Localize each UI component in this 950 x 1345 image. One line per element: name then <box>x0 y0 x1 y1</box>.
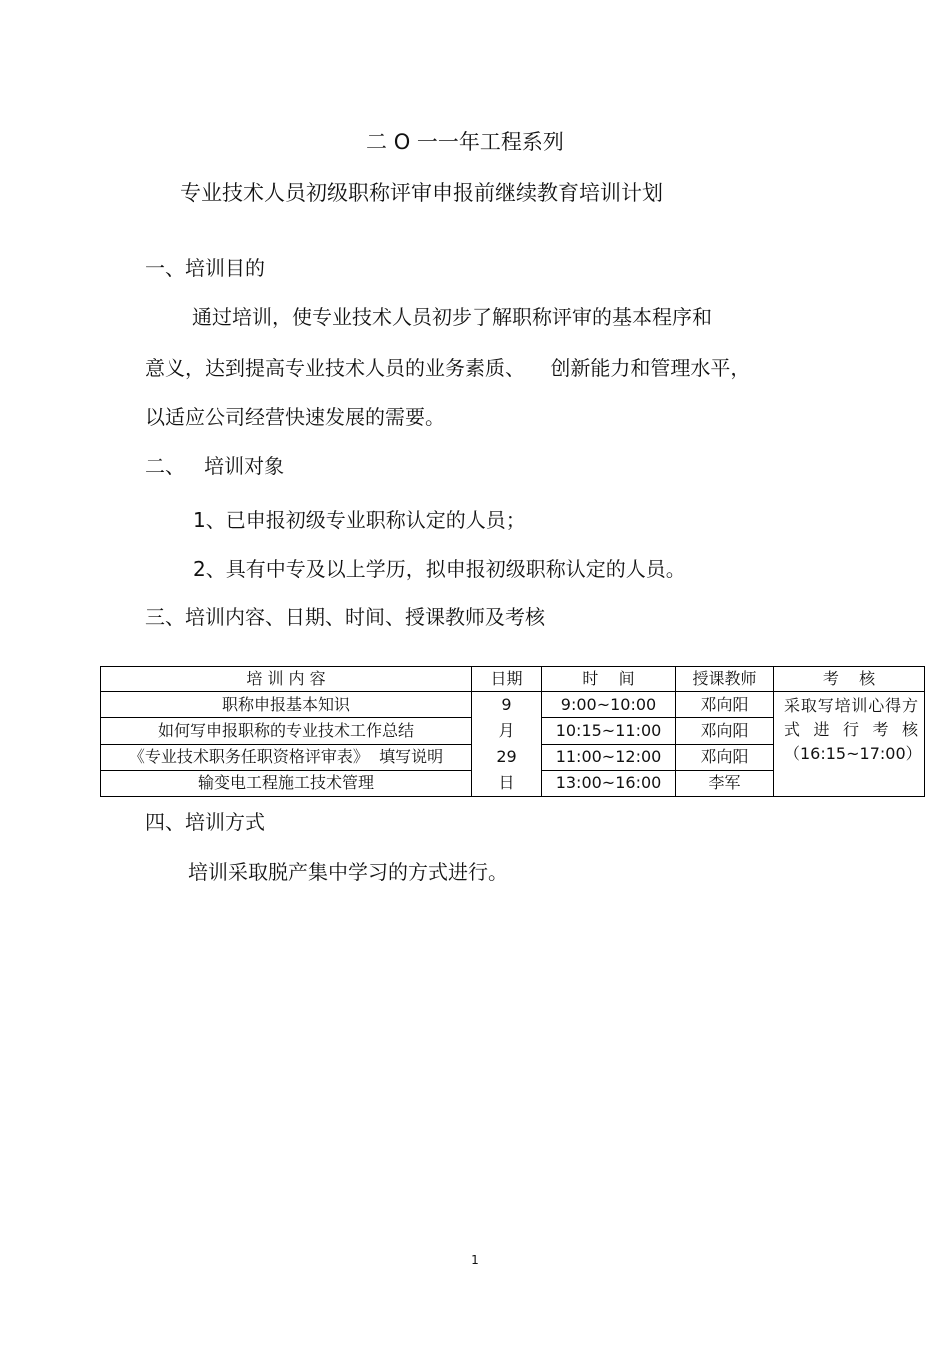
page-number: 1 <box>471 1253 479 1267</box>
header-teacher: 授课教师 <box>676 667 774 692</box>
document-title: 二 O 一一年工程系列 <box>366 130 564 154</box>
date-part: 29 <box>496 747 517 766</box>
row-time: 13:00~16:00 <box>542 770 676 796</box>
document-subtitle: 专业技术人员初级职称评审申报前继续教育培训计划 <box>180 181 663 205</box>
section-heading-purpose: 一、培训目的 <box>145 256 265 280</box>
paragraph-line: 通过培训，使专业技术人员初步了解职称评审的基本程序和 <box>192 305 712 329</box>
header-time: 时 间 <box>542 667 676 692</box>
row-content: 《专业技术职务任职资格评审表》 填写说明 <box>101 744 472 770</box>
row-content: 如何写申报职称的专业技术工作总结 <box>101 718 472 744</box>
row-teacher: 邓向阳 <box>676 744 774 770</box>
exam-cell <box>774 692 925 797</box>
row-time: 9:00~10:00 <box>542 692 676 718</box>
row-time: 11:00~12:00 <box>542 744 676 770</box>
exam-text: 采取写培训心得方式进行考核 <box>784 696 918 739</box>
exam-time: （16:15~17:00） <box>784 744 922 763</box>
row-content: 输变电工程施工技术管理 <box>101 770 472 796</box>
section-heading-method: 四、培训方式 <box>145 810 265 834</box>
paragraph-line: 培训采取脱产集中学习的方式进行。 <box>188 860 508 884</box>
table-header-row <box>101 667 925 692</box>
header-content: 培 训 内 容 <box>101 667 472 692</box>
section-heading-content: 三、培训内容、日期、时间、授课教师及考核 <box>145 605 545 629</box>
training-schedule-table <box>100 666 925 797</box>
date-part: 9 <box>501 695 512 714</box>
section-heading-audience: 二、 培训对象 <box>145 454 285 478</box>
list-item: 2、具有中专及以上学历，拟申报初级职称认定的人员。 <box>193 557 686 581</box>
header-date: 日期 <box>472 667 542 692</box>
table-row <box>101 692 925 718</box>
date-part: 日 <box>498 773 515 792</box>
date-cell <box>472 692 542 797</box>
row-time: 10:15~11:00 <box>542 718 676 744</box>
paragraph-line: 以适应公司经营快速发展的需要。 <box>145 405 445 429</box>
row-teacher: 李军 <box>676 770 774 796</box>
header-exam: 考 核 <box>774 667 925 692</box>
row-content: 职称申报基本知识 <box>101 692 472 718</box>
list-item: 1、已申报初级专业职称认定的人员； <box>193 508 526 532</box>
row-teacher: 邓向阳 <box>676 692 774 718</box>
date-part: 月 <box>498 721 515 740</box>
row-teacher: 邓向阳 <box>676 718 774 744</box>
paragraph-line: 意义，达到提高专业技术人员的业务素质、 创新能力和管理水平， <box>145 356 751 380</box>
